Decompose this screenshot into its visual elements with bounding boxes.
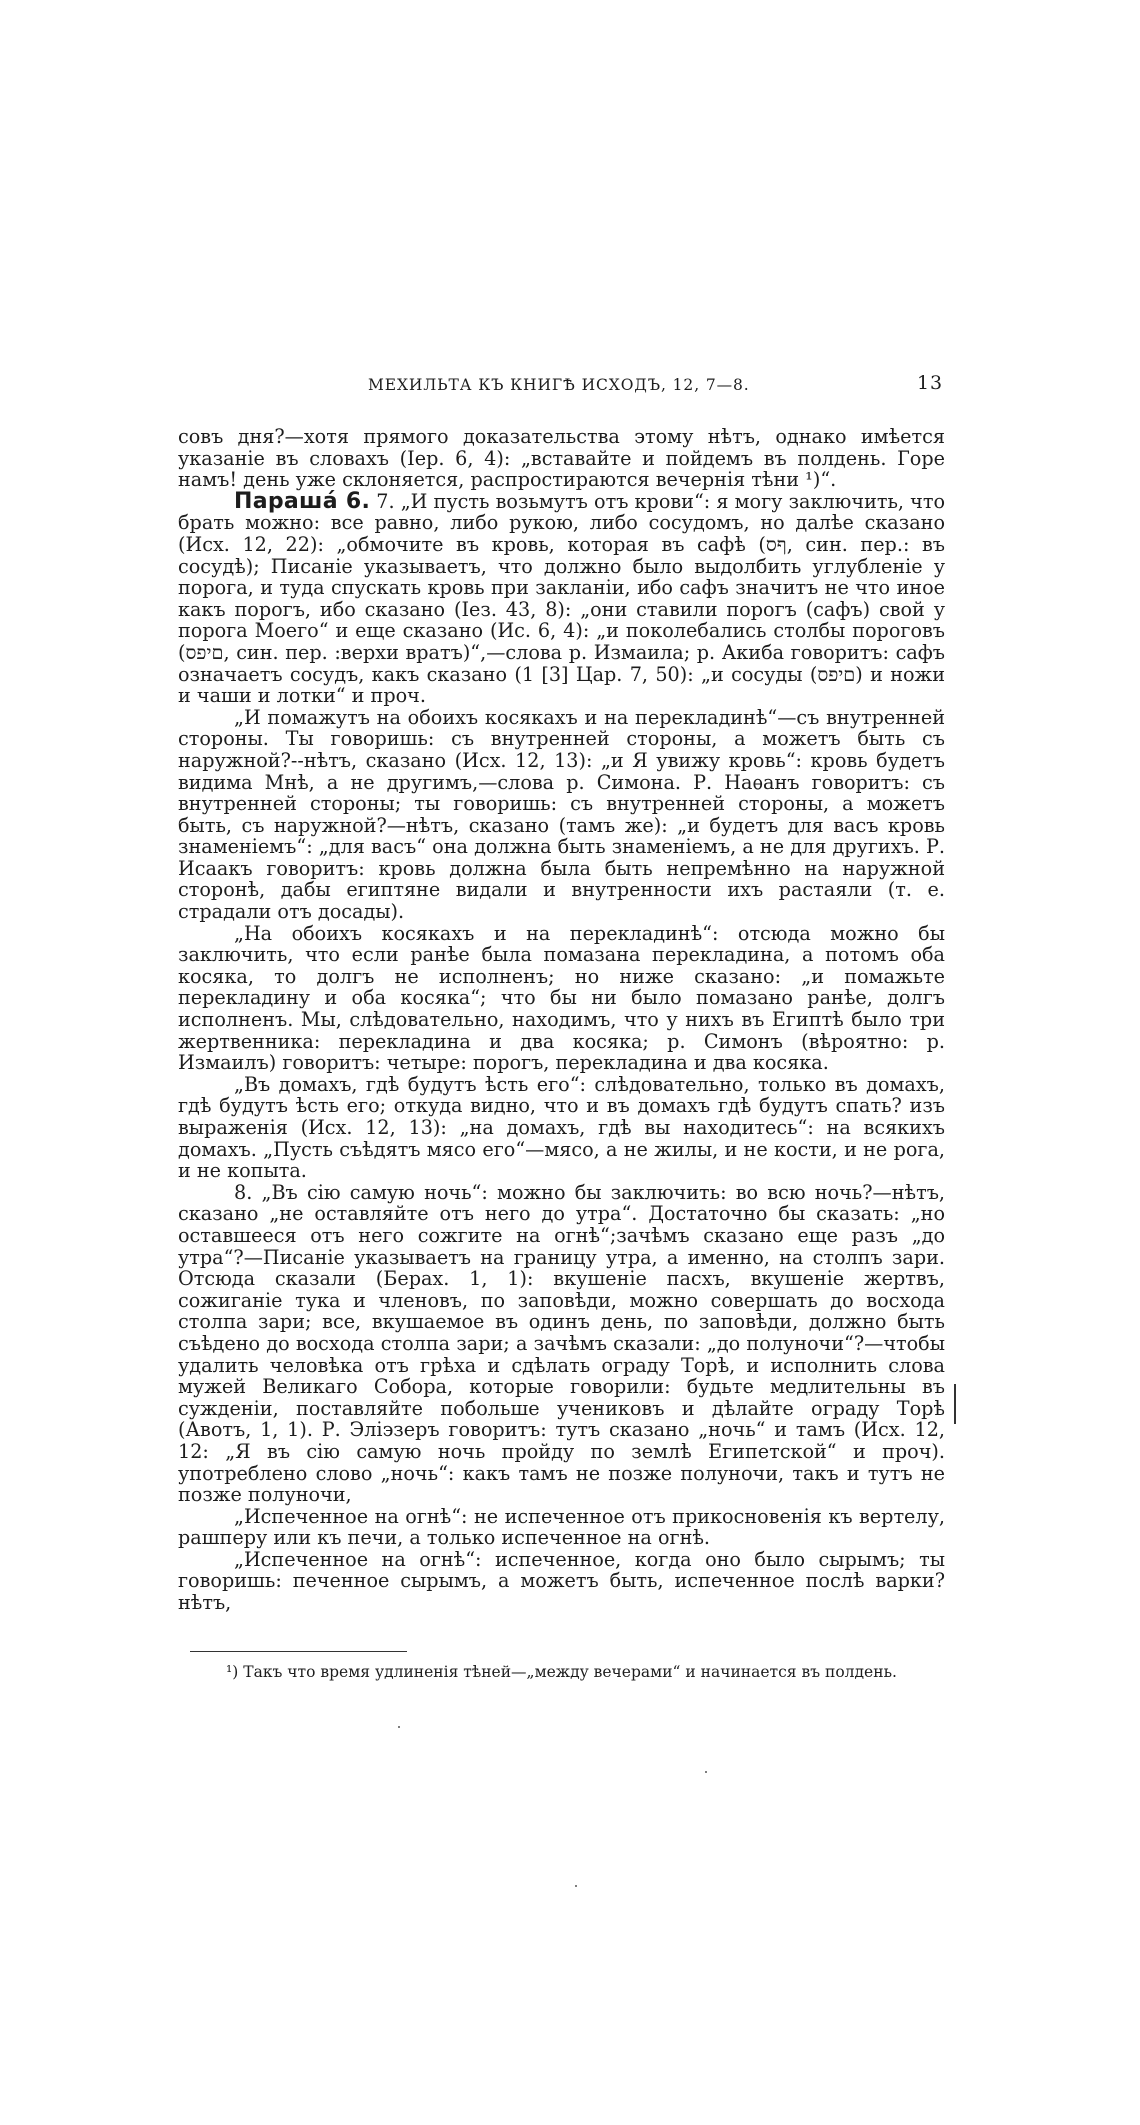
paragraph: „Испеченное на огнѣ“: не испеченное отъ прикосновенія къ вертелу, рашперу или къ печи, а только испеченное на огнѣ. (178, 1504, 945, 1550)
running-header (178, 372, 945, 400)
margin-mark (954, 1384, 956, 1424)
paragraph: „Испеченное на огнѣ“: испеченное, когда оно было сырымъ; ты говоришь: печенное сырымъ, а можетъ быть, испеченное послѣ варки? нѣтъ, (178, 1547, 945, 1615)
footnote-divider (190, 1651, 407, 1652)
parasha-heading: Параша́ 6. (234, 488, 371, 514)
paragraph: „На обоихъ косякахъ и на перекладинѣ“: отсюда можно бы заключить, что если ранѣе была помазана перекладина, а потомъ оба косяка, то долгъ не исполненъ; но ниже сказано: „и помажьте перекладину и оба косяка“; что бы ни было помазано ранѣе, долгъ исполненъ. Мы, слѣдовательно, находимъ, что у нихъ въ Египтѣ было три жертвенника: перекладина и два косяка; р. Симонъ (вѣроятно: р. Измаилъ) говоритъ: четыре: порогъ, перекладина и два косяка. (178, 921, 945, 1075)
paragraph: совъ дня?—хотя прямого доказательства этому нѣтъ, однако имѣется указаніе въ словахъ (Iер. 6, 4): „вставайте и пойдемъ въ полдень. Горе намъ! день уже склоняется, распростираются вечернія тѣни ¹)“. (178, 425, 945, 492)
paragraph: „Въ домахъ, гдѣ будутъ ѣсть его“: слѣдовательно, только въ домахъ, гдѣ будутъ ѣсть его; откуда видно, что и въ домахъ гдѣ будутъ спать? изъ выраженія (Исх. 12, 13): „на домахъ, гдѣ вы находитесь“: на всякихъ домахъ. „Пусть съѣдятъ мясо его“—мясо, а не жилы, и не кости, и не рога, и не копыта. (178, 1072, 945, 1183)
print-speck (705, 1771, 707, 1773)
print-speck (575, 1885, 577, 1887)
paragraph-text: 7. „И пусть возьмутъ отъ крови“: я могу заключить, что брать можно: все равно, либо рукою, либо сосудомъ, но далѣе сказано (Исх. 12, 22): „обмочите въ кровь, которая въ сафѣ (ףס, син. пер.: въ сосудѣ); Писаніе указываетъ, что должно было выдолбить углубленіе у порога, и туда спускать кровь при закланіи, ибо сафъ значитъ не что иное какъ порогъ, ибо сказано (Iез. 43, 8): „они ставили порогъ (сафъ) свой у порога Моего“ и еще сказано (Ис. 6, 4): „и поколебались столбы пороговъ (םיפס, син. пер. :верхи вратъ)“,—слова р. Измаила; р. Акиба говоритъ: сафъ означаетъ сосудъ, какъ сказано (1 [3] Цар. 7, 50): „и сосуды (םיפס) и ножи и чаши и лотки“ и проч. (178, 489, 946, 708)
footnote: ¹) Такъ что время удлиненія тѣней—„между вечерами“ и начинается въ полдень. (226, 1663, 897, 1681)
running-title: МЕХИЛЬТА КЪ КНИГѢ ИСХОДЪ, 12, 7—8. (368, 376, 750, 394)
paragraph: „И помажутъ на обоихъ косякахъ и на перекладинѣ“—съ внутренней стороны. Ты говоришь: съ внутренней стороны, а можетъ быть съ наружной?--нѣтъ, сказано (Исх. 12, 13): „и Я увижу кровь“: кровь будетъ видима Мнѣ, а не другимъ,—слова р. Симона. Р. Наѳанъ говоритъ: съ внутренней стороны; ты говоришь: съ внутренней стороны, а можетъ быть, съ наружной?—нѣтъ, сказано (тамъ же): „и будетъ для васъ кровь знаменіемъ“: „для васъ“ она должна быть знаменіемъ, а не для другихъ. Р. Исаакъ говоритъ: кровь должна была быть непремѣнно на наружной сторонѣ, дабы египтяне видали и внутренности ихъ растаяли (т. е. страдали отъ досады). (178, 705, 945, 924)
page-number: 13 (917, 372, 943, 394)
main-text (178, 426, 945, 1614)
paragraph-parasha (178, 488, 946, 708)
print-speck (398, 1726, 400, 1728)
paragraph: 8. „Въ сію самую ночь“: можно бы заключить: во всю ночь?—нѣтъ, сказано „не оставляйте отъ него до утра“. Достаточно бы сказать: „но оставшееся отъ него сожгите на огнѣ“;зачѣмъ сказано еще разъ „до утра“?—Писаніе указываетъ на границу утра, а именно, на столпъ зари. Отсюда сказали (Берах. 1, 1): вкушеніе пасхъ, вкушеніе жертвъ, сожиганіе тука и членовъ, по заповѣди, можно совершать до восхода столпа зари; все, вкушаемое въ одинъ день, по заповѣди, должно быть съѣдено до восхода столпа зари; а зачѣмъ сказали: „до полуночи“?—чтобы удалить человѣка отъ грѣха и сдѣлать ограду Торѣ, и исполнить слова мужей Великаго Собора, которые говорили: будьте медлительны въ сужденіи, поставляйте побольше учениковъ и дѣлайте ограду Торѣ (Авотъ, 1, 1). Р. Эліэзеръ говоритъ: тутъ сказано „ночь“ и тамъ (Исх. 12, 12: „Я въ сію самую ночь пройду по землѣ Египетской“ и проч). употреблено слово „ночь“: какъ тамъ не позже полуночи, такъ и тутъ не позже полуночи, (178, 1180, 945, 1507)
